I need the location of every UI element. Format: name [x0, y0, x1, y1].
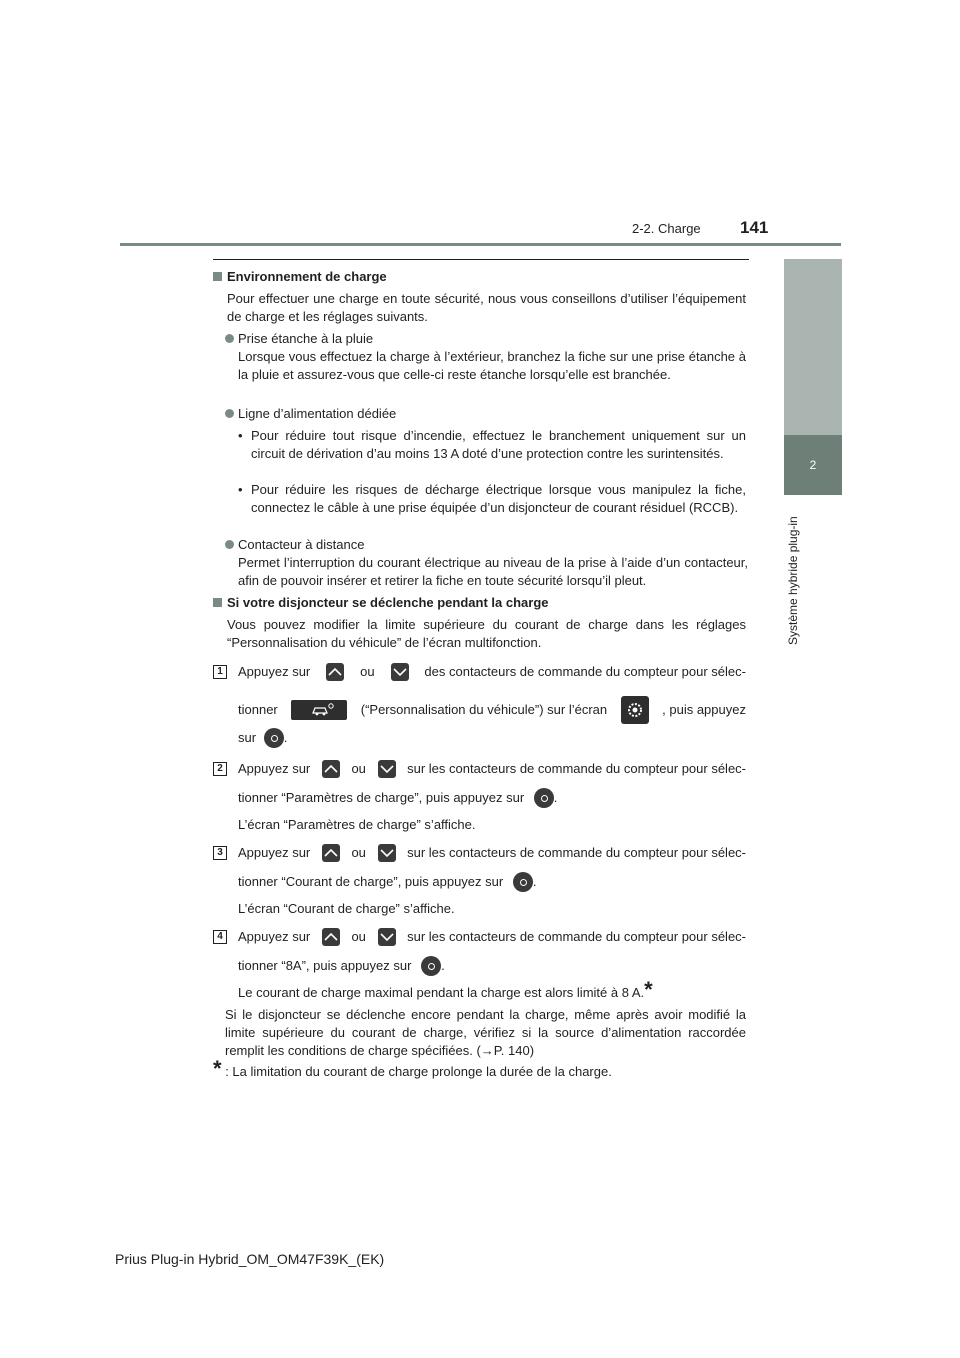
bullet-remote-switch-text: Permet l’interruption du courant électrique au niveau de la prise à l’aide d’un contacteur, afin de pouvoir insérer et retirer la fiche en toute sécurité lorsqu’il pleut.: [238, 555, 748, 588]
circle-bullet-icon: [225, 334, 234, 343]
up-arrow-button-icon: [322, 760, 340, 778]
ok-button-icon: [513, 872, 533, 892]
step-2-number: 2: [213, 762, 227, 776]
bullet-dedicated-line: Ligne d’alimentation dédiée: [225, 405, 396, 423]
bullet-remote-switch: Contacteur à distance: [225, 536, 364, 554]
footnote: * : La limitation du courant de charge prolonge la durée de la charge.: [213, 1056, 612, 1081]
step-1-line-1: Appuyez sur ou des contacteurs de commande du compteur pour sélec-: [238, 664, 746, 679]
chapter-title-vertical: [786, 505, 808, 645]
trip-intro: Vous pouvez modifier la limite supérieure du courant de charge dans les réglages “Personnalisation du véhicule” de l’écran multifonction.: [227, 617, 746, 650]
side-tab-bar: [784, 259, 842, 435]
step-4-result: Le courant de charge maximal pendant la charge est alors limité à 8 A.*: [238, 977, 653, 1002]
down-arrow-button-icon: [378, 844, 396, 862]
ok-button-icon: [264, 728, 284, 748]
bullet-rain-outlet-text: Lorsque vous effectuez la charge à l’extérieur, branchez la fiche sur une prise étanche à la pluie et assurez-vous que celle-ci reste étanche lorsqu’elle est branchée.: [238, 349, 746, 382]
circle-bullet-icon: [225, 409, 234, 418]
chapter-tab: [784, 435, 842, 495]
chapter-number: 2: [809, 458, 817, 472]
step-4-line-2: tionner “8A”, puis appuyez sur .: [238, 956, 445, 976]
up-arrow-button-icon: [322, 928, 340, 946]
square-bullet-icon: [213, 272, 222, 281]
up-arrow-button-icon: [322, 844, 340, 862]
chapter-title: Système hybride plug-in: [786, 516, 800, 645]
circle-bullet-icon: [225, 540, 234, 549]
ok-button-icon: [534, 788, 554, 808]
up-arrow-button-icon: [326, 663, 344, 681]
step-1-line-2: tionner (“Personnalisation du véhicule”) sur l’écran , puis appuyez: [238, 696, 746, 724]
sub-bullet-fire: Pour réduire tout risque d’incendie, effectuez le branchement uniquement sur un circuit de dérivation d’au moins 13 A doté d’une protection contre les surintensités.: [251, 428, 746, 461]
env-intro: Pour effectuer une charge en toute sécurité, nous vous conseillons d’utiliser l’équipement de charge et les réglages suivants.: [227, 291, 746, 324]
sub-bullet-shock: Pour réduire les risques de décharge électrique lorsque vous manipulez la fiche, connectez le câble à une prise équipée d’un disjoncteur de courant résiduel (RCCB).: [251, 482, 746, 515]
gear-icon: [621, 696, 649, 724]
step-3-line-2: tionner “Courant de charge”, puis appuyez sur .: [238, 872, 536, 892]
step-4-number: 4: [213, 930, 227, 944]
env-heading: Environnement de charge: [213, 268, 387, 286]
sub-bullet-dot: •: [238, 428, 243, 443]
section-rule: [213, 259, 749, 260]
car-settings-icon: [291, 700, 347, 720]
down-arrow-button-icon: [378, 928, 396, 946]
footnote-star: *: [213, 1056, 222, 1081]
step-3-result: L’écran “Courant de charge” s’affiche.: [238, 901, 455, 916]
step-2-line-1: Appuyez sur ou sur les contacteurs de commande du compteur pour sélec-: [238, 761, 746, 776]
step-4-line-1: Appuyez sur ou sur les contacteurs de commande du compteur pour sélec-: [238, 929, 746, 944]
ok-button-icon: [421, 956, 441, 976]
page-number: 141: [740, 218, 769, 237]
footnote-marker: *: [644, 977, 653, 1002]
step-3-number: 3: [213, 846, 227, 860]
bullet-rain-outlet: Prise étanche à la pluie: [225, 330, 373, 348]
section-title: 2-2. Charge: [632, 221, 701, 236]
down-arrow-button-icon: [378, 760, 396, 778]
step-3-line-1: Appuyez sur ou sur les contacteurs de commande du compteur pour sélec-: [238, 845, 746, 860]
after-note: Si le disjoncteur se déclenche encore pendant la charge, même après avoir modifié la limite supérieure du courant de charge, vérifiez si la source d’alimentation raccordée remplit les conditions de charge spécifiées. (→P. 140): [225, 1007, 746, 1058]
header-rule: [120, 243, 841, 246]
step-2-result: L’écran “Paramètres de charge” s’affiche.: [238, 817, 476, 832]
footer-doc-id: Prius Plug-in Hybrid_OM_OM47F39K_(EK): [115, 1251, 385, 1267]
step-1-line-3: sur .: [238, 728, 287, 748]
trip-heading: Si votre disjoncteur se déclenche pendant la charge: [213, 594, 549, 612]
down-arrow-button-icon: [391, 663, 409, 681]
sub-bullet-dot: •: [238, 482, 243, 497]
square-bullet-icon: [213, 598, 222, 607]
step-1-number: 1: [213, 665, 227, 679]
step-2-line-2: tionner “Paramètres de charge”, puis appuyez sur .: [238, 788, 557, 808]
